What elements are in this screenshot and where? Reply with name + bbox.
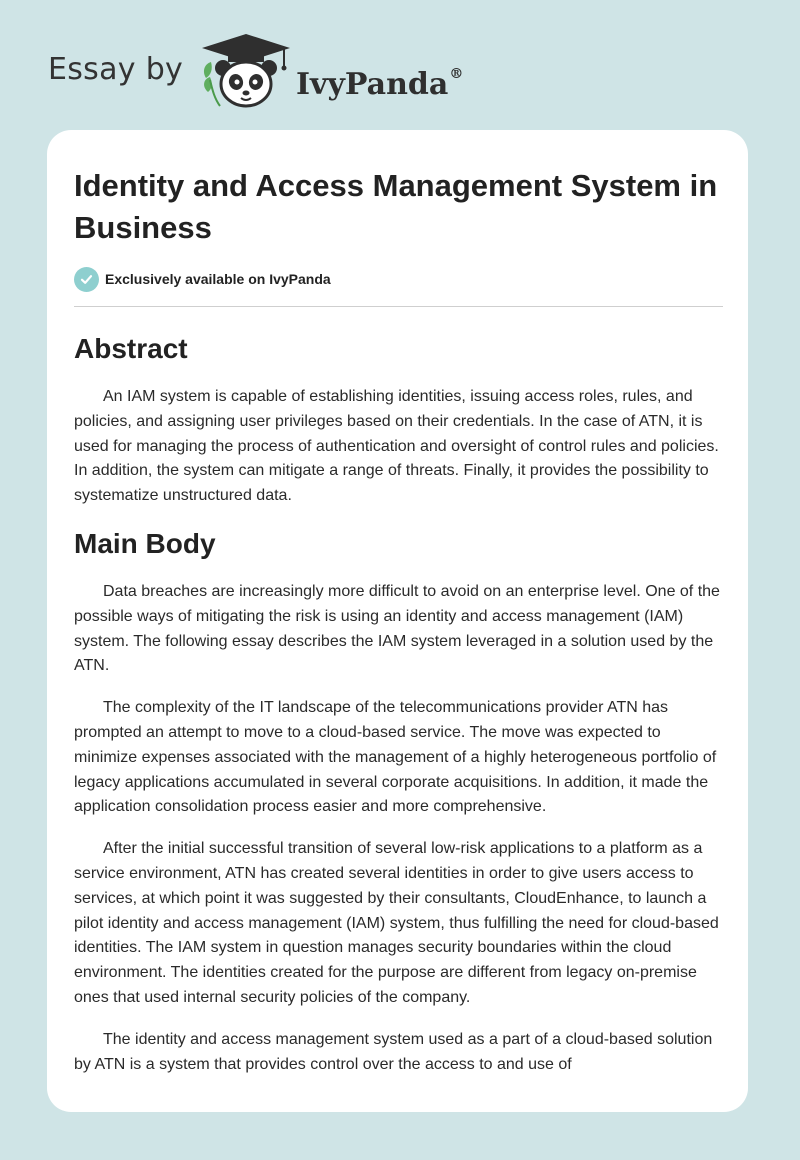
body-paragraph: The complexity of the IT landscape of the telecommunications provider ATN has prompted an attempt to move to a cloud-based service. The move was expected to minimize expenses associated with the management of a highly heterogeneous portfolio of legacy applications accumulated in several corporate acquisitions. In addition, it made the application consolidation process easier and more comprehensive.: [74, 699, 717, 816]
body-paragraph: Data breaches are increasingly more difficult to avoid on an enterprise level. One of the possible ways of mitigating the risk is using an identity and access management (IAM) system. The following essay describes the IAM system leveraged in a solution used by the ATN.: [74, 582, 720, 675]
divider: [74, 306, 723, 307]
ivypanda-brand[interactable]: [296, 54, 463, 105]
check-circle-icon: [74, 267, 99, 292]
essay-content: [74, 130, 724, 1077]
exclusive-text: Exclusively available on IvyPanda: [105, 271, 331, 287]
abstract-paragraph: An IAM system is capable of establishing identities, issuing access roles, rules, and policies, and assigning user privileges based on their credentials. In the case of ATN, it is used for managing the process of authentication and oversight of control rules and policies. In addition, the system can mitigate a range of threats. Finally, it provides the possibility to systematize unstructured data.: [74, 388, 719, 505]
brand-name: IvyPanda: [296, 67, 449, 102]
body-paragraph: After the initial successful transition of several low-risk applications to a platform as a service environment, ATN has created several identities in order to give users access to services, at which point it was suggested by their consultants, CloudEnhance, to launch a pilot identity and access management (IAM) system, thus fulfilling the need for cloud-based identities. The IAM system in question manages security boundaries within the cloud environment. The identities created for the purpose are different from legacy on-premise ones that used internal security policies of the company.: [74, 840, 719, 1006]
registered-mark: ®: [449, 66, 464, 82]
section-heading-abstract: Abstract: [74, 333, 188, 364]
section-heading-main-body: Main Body: [74, 527, 216, 559]
ivypanda-panda-logo-icon[interactable]: [198, 32, 294, 112]
essay-title: Identity and Access Management System in Business: [74, 168, 718, 245]
body-paragraph: The identity and access management system used as a part of a cloud-based solution by ATN is a system that provides control over the access to and use of: [74, 1030, 713, 1073]
essay-card: [47, 130, 748, 1112]
site-header: [0, 0, 800, 130]
essay-by-label: Essay by: [48, 52, 184, 87]
exclusive-badge: [74, 265, 724, 293]
